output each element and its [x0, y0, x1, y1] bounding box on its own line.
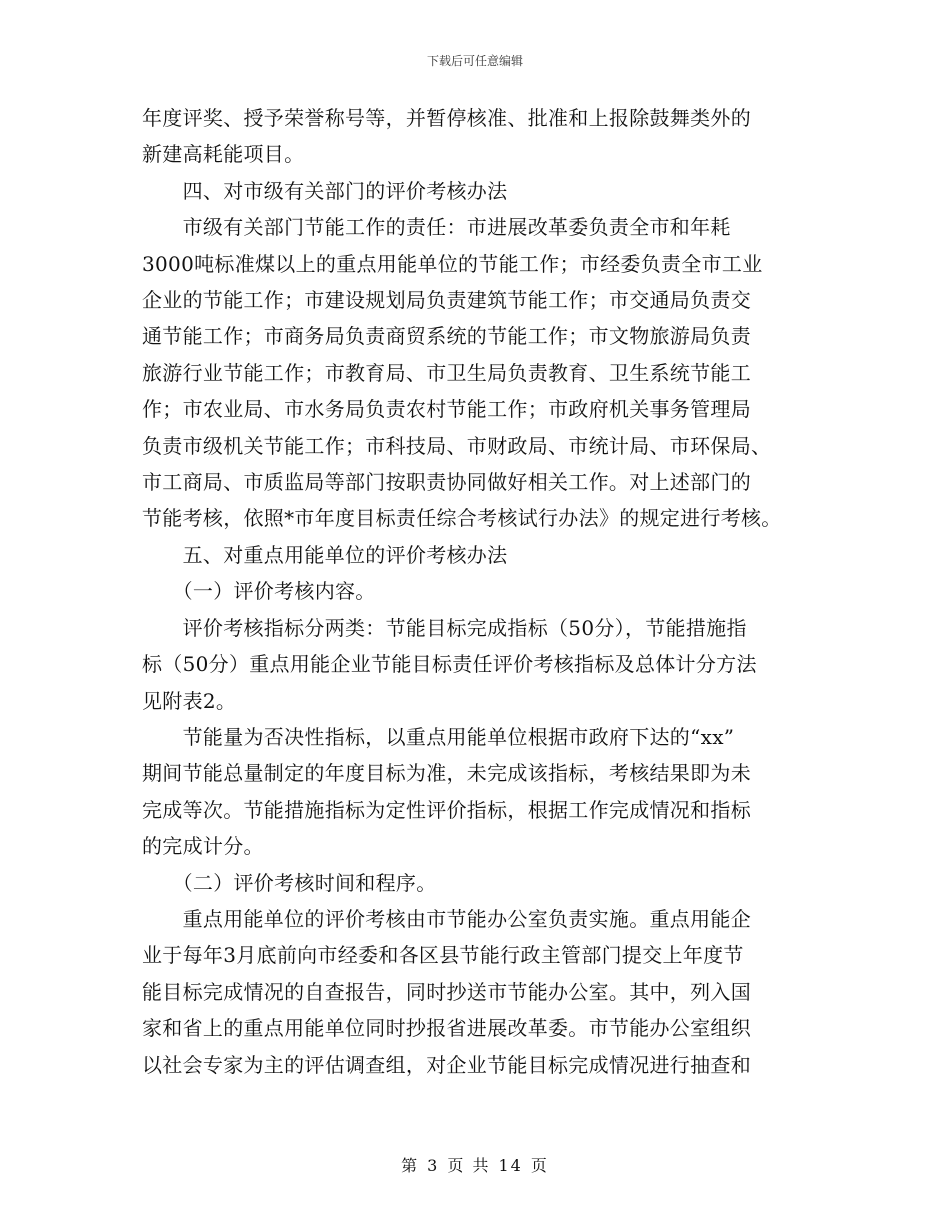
subsection-heading: （二）评价考核时间和程序。 [142, 870, 437, 895]
current-page-number: 3 [427, 1156, 440, 1175]
text-line: 以社会专家为主的评估调查组，对企业节能目标完成情况进行抽查和 [142, 1052, 751, 1077]
text-line: 市级有关部门节能工作的责任：市进展改革委负责全市和年耗 [142, 215, 731, 240]
text-line: 家和省上的重点用能单位同时抄报省进展改革委。市节能办公室组织 [142, 1016, 751, 1041]
text-line: 新建高耗能项目。 [142, 142, 305, 167]
footer-suffix: 页 [530, 1156, 549, 1175]
section-heading: 四、对市级有关部门的评价考核办法 [142, 178, 508, 203]
text-line: 评价考核指标分两类：节能目标完成指标（50分），节能措施指 [142, 615, 747, 640]
document-body [142, 100, 807, 1083]
text-line: 业于每年3月底前向市经委和各区县节能行政主管部门提交上年度节 [142, 943, 744, 968]
text-line: 能目标完成情况的自查报告，同时抄送市节能办公室。其中，列入国 [142, 979, 751, 1004]
text-line: 负责市级机关节能工作；市科技局、市财政局、市统计局、市环保局、 [142, 433, 772, 458]
text-line: 重点用能单位的评价考核由市节能办公室负责实施。重点用能企 [142, 906, 751, 931]
footer-mid: 页 共 [447, 1156, 491, 1175]
text-line: 通节能工作；市商务局负责商贸系统的节能工作；市文物旅游局负责 [142, 324, 751, 349]
text-line: 期间节能总量制定的年度目标为准，未完成该指标，考核结果即为未 [142, 761, 751, 786]
footer-prefix: 第 [401, 1156, 420, 1175]
text-line: 年度评奖、授予荣誉称号等，并暂停核准、批准和上报除鼓舞类外的 [142, 106, 751, 130]
text-line: 旅游行业节能工作；市教育局、市卫生局负责教育、卫生系统节能工 [142, 360, 751, 385]
text-line: 3000吨标准煤以上的重点用能单位的节能工作；市经委负责全市工业 [142, 251, 763, 276]
subsection-heading: （一）评价考核内容。 [142, 579, 376, 604]
text-line: 作；市农业局、市水务局负责农村节能工作；市政府机关事务管理局 [142, 397, 751, 422]
text-line: 的完成计分。 [142, 834, 264, 859]
section-heading: 五、对重点用能单位的评价考核办法 [142, 542, 508, 567]
text-line: 见附表2。 [142, 688, 237, 713]
total-pages-number: 14 [498, 1156, 523, 1175]
text-line: 节能量为否决性指标，以重点用能单位根据市政府下达的“xx” [142, 724, 735, 749]
text-line: 企业的节能工作；市建设规划局负责建筑节能工作；市交通局负责交 [142, 288, 751, 313]
text-line: 市工商局、市质监局等部门按职责协同做好相关工作。对上述部门的 [142, 470, 751, 495]
page-header: 下载后可任意编辑 [426, 54, 523, 68]
text-line: 节能考核，依照*市年度目标责任综合考核试行办法》的规定进行考核。 [142, 506, 782, 531]
page-footer [0, 1153, 950, 1176]
text-line: 标（50分）重点用能企业节能目标责任评价考核指标及总体计分方法 [142, 652, 757, 677]
text-line: 完成等次。节能措施指标为定性评价指标，根据工作完成情况和指标 [142, 797, 751, 822]
